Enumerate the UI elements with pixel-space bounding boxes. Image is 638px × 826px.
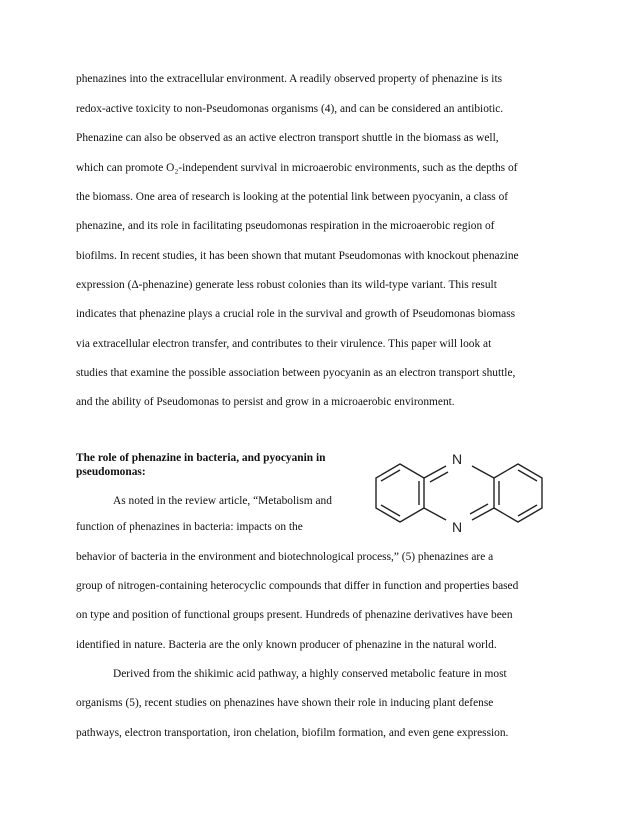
body-line: behavior of bacteria in the environment and biotechnological process,” (5) phenazines are a — [76, 551, 494, 563]
intro-line: phenazine, and its role in facilitating pseudomonas respiration in the microaerobic region of — [76, 220, 495, 232]
section-heading: pseudomonas: — [76, 466, 146, 478]
intro-line: biofilms. In recent studies, it has been shown that mutant Pseudomonas with knockout phenazine — [76, 250, 519, 262]
intro-line: and the ability of Pseudomonas to persist and grow in a microaerobic environment. — [76, 396, 455, 408]
intro-line: phenazines into the extracellular environment. A readily observed property of phenazine is its — [76, 73, 503, 85]
intro-line: indicates that phenazine plays a crucial role in the survival and growth of Pseudomonas biomass — [76, 308, 516, 320]
body-line: organisms (5), recent studies on phenazines have shown their role in inducing plant defense — [76, 697, 494, 709]
intro-line: via extracellular electron transfer, and contributes to their virulence. This paper will look at — [76, 338, 492, 350]
phenazine-structure-diagram — [364, 452, 554, 542]
body-line: pathways, electron transportation, iron chelation, biofilm formation, and even gene expression. — [76, 727, 509, 739]
body-line: group of nitrogen-containing heterocyclic compounds that differ in function and properties based — [76, 580, 519, 592]
body-line: function of phenazines in bacteria: impacts on the — [76, 521, 303, 533]
body-line: identified in nature. Bacteria are the only known producer of phenazine in the natural world. — [76, 639, 497, 651]
body-line: Derived from the shikimic acid pathway, a highly conserved metabolic feature in most — [113, 668, 507, 680]
intro-line: expression (Δ-phenazine) generate less robust colonies than its wild-type variant. This result — [76, 279, 497, 291]
nitrogen-label-top: N — [452, 452, 463, 467]
intro-line: studies that examine the possible association between pyocyanin as an electron transport shuttle, — [76, 367, 516, 379]
section-heading: The role of phenazine in bacteria, and pyocyanin in — [76, 452, 326, 464]
nitrogen-label-bottom: N — [452, 519, 463, 535]
intro-line: redox-active toxicity to non-Pseudomonas organisms (4), and can be considered an antibiotic. — [76, 103, 504, 115]
body-line: As noted in the review article, “Metabolism and — [113, 495, 332, 507]
body-line: on type and position of functional groups present. Hundreds of phenazine derivatives have been — [76, 609, 513, 621]
intro-line: which can promote O₂-independent survival in microaerobic environments, such as the depths of — [76, 162, 518, 174]
intro-line: Phenazine can also be observed as an active electron transport shuttle in the biomass as well, — [76, 132, 499, 144]
intro-line: the biomass. One area of research is looking at the potential link between pyocyanin, a class of — [76, 191, 509, 203]
